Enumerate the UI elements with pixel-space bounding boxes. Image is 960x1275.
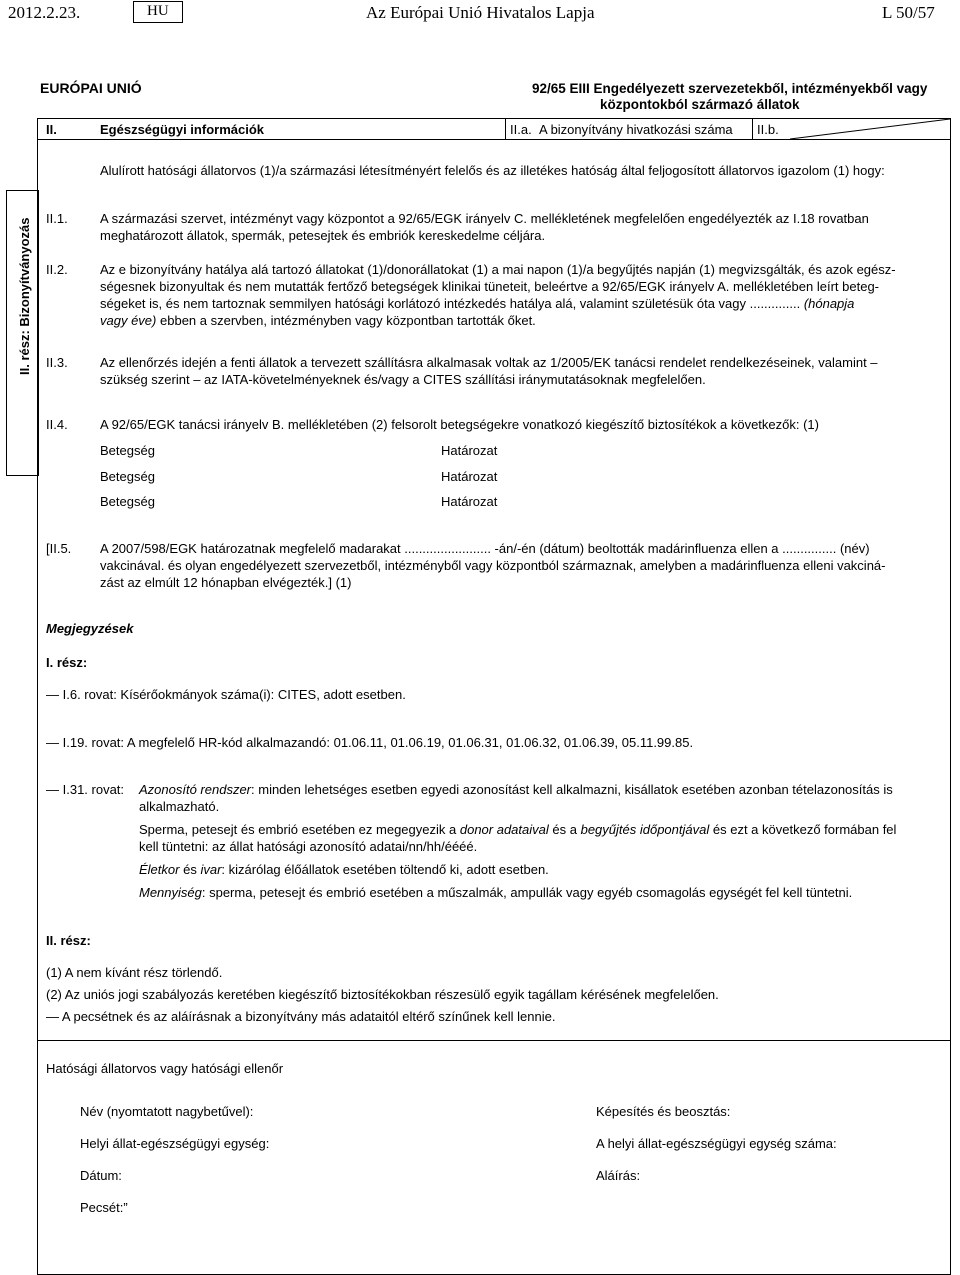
item-text-line: ségesnek bizonyultak és nem mutatták fertőző betegségek klinikai tüneteit, beleértve a 92/65/EGK irányelv A. mellékletében leírt beteg-	[100, 279, 879, 294]
divider	[505, 118, 506, 140]
ref-a-number: II.a.	[510, 122, 532, 137]
item-text-line: vakcinával. és olyan engedélyezett szervezetből, intézményből vagy központból származnak, amelyben a madárinfluenza elleni vakciná-	[100, 558, 886, 573]
divider	[37, 1040, 950, 1041]
certificate-title-line2: központokból származó állatok	[600, 97, 800, 112]
note-text: és	[183, 862, 197, 877]
item-text-line: zást az elmúlt 12 hónapban elvégezték.] (1)	[100, 575, 352, 590]
journal-title: Az Európai Unió Hivatalos Lapja	[366, 3, 595, 22]
note-italic: Mennyiség	[139, 885, 202, 900]
eu-label: EURÓPAI UNIÓ	[40, 80, 142, 96]
note-text: kell tüntetni: az állat hatósági azonosító adatai/nn/hh/éééé.	[139, 839, 478, 854]
divider	[752, 118, 753, 140]
item-text-line: Az ellenőrzés idején a fenti állatok a tervezett szállításra alkalmasak voltak az 1/2005/EK tanácsi rendelet rendelkezéseinek, valamint –	[100, 355, 878, 370]
note-italic: Azonosító rendszer	[139, 782, 252, 797]
disease-label: Betegség	[100, 443, 155, 458]
date-field-label: Dátum:	[80, 1168, 122, 1183]
publication-date: 2012.2.23.	[8, 3, 81, 22]
stamp-field-label: Pecsét:”	[80, 1200, 128, 1215]
note-item: — I.6. rovat: Kísérőokmányok száma(i): CITES, adott esetben.	[46, 687, 406, 702]
item-text-line: A 2007/598/EGK határozatnak megfelelő madarakat ........................ -án/-én (dátum) beoltották madárinfluenza ellen a ............... (név)	[100, 541, 870, 556]
sidebar-label: II. rész: Bizonyítványozás	[17, 217, 32, 375]
note-text: és ezt a következő formában fel	[712, 822, 897, 837]
note-text: : kizárólag élőállatok esetében töltendő ki, adott esetben.	[221, 862, 549, 877]
intro-text: Alulírott hatósági állatorvos (1)/a származási létesítményért felelős és az illetékes hatóság által feljogosított állatorvos igazolom (1) hogy:	[100, 163, 885, 178]
note-italic: begyűjtés időpontjával	[580, 822, 710, 837]
signature-heading: Hatósági állatorvos vagy hatósági ellenőr	[46, 1061, 284, 1076]
item-number: II.1.	[46, 211, 68, 226]
note-text: és a	[552, 822, 577, 837]
item-number: II.4.	[46, 417, 68, 432]
section-number: II.	[46, 122, 57, 137]
strike-through	[790, 118, 950, 140]
note-text: : minden lehetséges esetben egyedi azonosítást kell alkalmazni, kisállatok esetében azonban tételazonosítás is	[251, 782, 893, 797]
note-text: Sperma, petesejt és embrió esetében ez megegyezik a	[139, 822, 457, 837]
item-number: [II.5.	[46, 541, 72, 556]
unit-field-label: Helyi állat-egészségügyi egység:	[80, 1136, 270, 1151]
decision-label: Határozat	[441, 494, 498, 509]
qualification-field-label: Képesítés és beosztás:	[596, 1104, 731, 1119]
note-item: — I.19. rovat: A megfelelő HR-kód alkalmazandó: 01.06.11, 01.06.19, 01.06.31, 01.06.32, 01.06.39, 05.11.99.85.	[46, 735, 694, 750]
ref-b-number: II.b.	[757, 122, 779, 137]
item-number: II.2.	[46, 262, 68, 277]
decision-label: Határozat	[441, 469, 498, 484]
item-text-line: A 92/65/EGK tanácsi irányelv B. mellékletében (2) felsorolt betegségekre vonatkozó kiegészítő biztosítékok a következők: (1)	[100, 417, 819, 432]
disease-label: Betegség	[100, 494, 155, 509]
note-text: alkalmazható.	[139, 799, 220, 814]
language-code: HU	[147, 3, 169, 19]
footnote: (2) Az uniós jogi szabályozás keretében kiegészítő biztosítékokban részesülő egyik tagállam kérésének megfelelően.	[46, 987, 719, 1002]
item-text-line: Az e bizonyítvány hatálya alá tartozó állatokat (1)/donorállatokat (1) a mai napon (1)/a begyűjtés napján (1) megvizsgálták, és azok egész-	[100, 262, 896, 277]
item-text-line: meghatározott állatok, spermák, petesejtek és embriók kereskedelme céljára.	[100, 228, 546, 243]
name-field-label: Név (nyomtatott nagybetűvel):	[80, 1104, 254, 1119]
item-text-line: A származási szervet, intézményt vagy központot a 92/65/EGK irányelv C. mellékletének megfelelően engedélyezték az I.18 rovatban	[100, 211, 869, 226]
note-lead: — I.31. rovat:	[46, 782, 125, 797]
footnote: (1) A nem kívánt rész törlendő.	[46, 965, 223, 980]
notes-part2: II. rész:	[46, 933, 91, 948]
item-text-line: ségeket is, és nem tartoznak semmilyen hatósági korlátozó intézkedés hatálya alá, valamint születésük óta vagy ..............	[100, 296, 801, 311]
item-text-line: szükség szerint – az IATA-követelményeknek és/vagy a CITES szállítási iránymutatásoknak megfelelően.	[100, 372, 706, 387]
unit-number-field-label: A helyi állat-egészségügyi egység száma:	[596, 1136, 837, 1151]
page-header	[0, 0, 960, 30]
disease-label: Betegség	[100, 469, 155, 484]
notes-title: Megjegyzések	[46, 621, 134, 636]
note-italic: donor adataival	[459, 822, 549, 837]
note-italic: Életkor	[139, 862, 180, 877]
section-title: Egészségügyi információk	[100, 122, 264, 137]
item-text-line: ebben a szervben, intézményben vagy központban tartották őket.	[160, 313, 536, 328]
notes-part1: I. rész:	[46, 655, 88, 670]
item-number: II.3.	[46, 355, 68, 370]
ref-a-label: A bizonyítvány hivatkozási száma	[539, 122, 733, 137]
item-text-italic: (hónapja	[803, 296, 855, 311]
note-italic: ivar	[200, 862, 222, 877]
decision-label: Határozat	[441, 443, 498, 458]
footnote: — A pecsétnek és az aláírásnak a bizonyítvány más adataitól eltérő színűnek kell lennie.	[46, 1009, 556, 1024]
note-text: : sperma, petesejt és embrió esetében a műszalmák, ampullák vagy egyéb csomagolás egységét fel kell tüntetni.	[201, 885, 853, 900]
certificate-title-line1: 92/65 EIII Engedélyezett szervezetekből, intézményekből vagy	[532, 81, 928, 96]
item-text-italic: vagy éve)	[100, 313, 157, 328]
signature-field-label: Aláírás:	[596, 1168, 641, 1183]
page-number: L 50/57	[882, 3, 935, 22]
